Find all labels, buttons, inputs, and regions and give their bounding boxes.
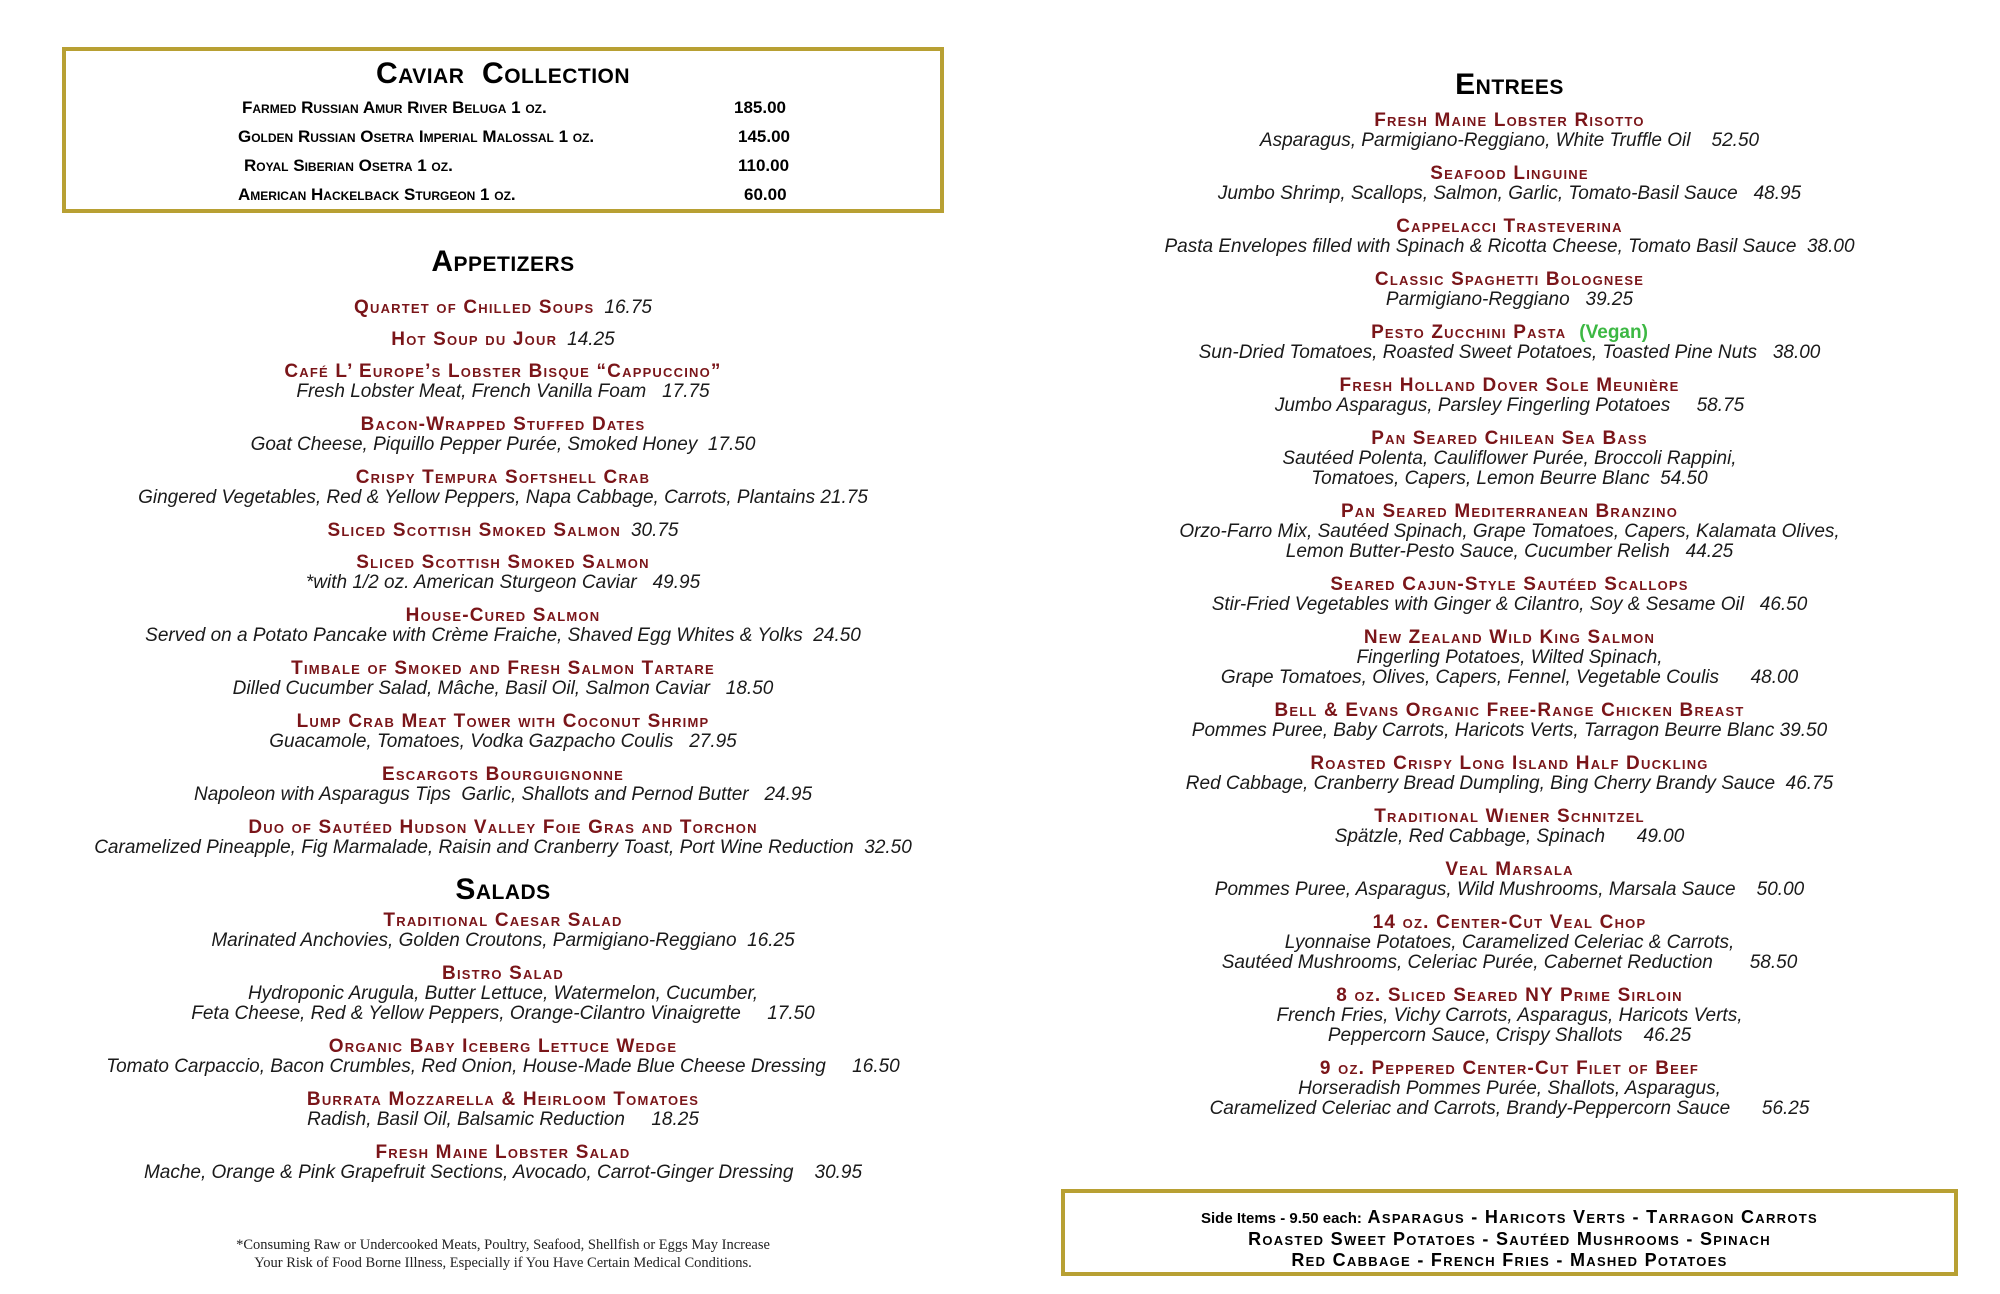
item-description: Red Cabbage, Cranberry Bread Dumpling, Bing Cherry Brandy Sauce 46.75 — [1185, 773, 1834, 794]
appetizers-list — [62, 298, 944, 858]
side-items-line — [1065, 1207, 1954, 1229]
item-description: Gingered Vegetables, Red & Yellow Peppers, Napa Cabbage, Carrots, Plantains 21.75 — [138, 487, 868, 508]
vegan-tag: (Vegan) — [1579, 322, 1648, 343]
item-name: Bacon-Wrapped Stuffed Dates — [360, 414, 646, 435]
item-description: Tomatoes, Capers, Lemon Beurre Blanc 54.50 — [1311, 468, 1708, 489]
item-name: 8 oz. Sliced Seared NY Prime Sirloin — [1336, 985, 1683, 1006]
menu-item — [62, 415, 944, 455]
menu-item — [62, 659, 944, 699]
item-name: Pesto Zucchini Pasta — [1371, 322, 1567, 343]
menu-item — [1061, 111, 1958, 151]
menu-item — [62, 765, 944, 805]
menu-item — [62, 712, 944, 752]
caviar-item-name: Royal Siberian Osetra 1 oz. — [244, 156, 453, 175]
menu-item — [1061, 913, 1958, 973]
side-items-list: Asparagus - Haricots Verts - Tarragon Carrots — [1367, 1207, 1818, 1227]
side-items-line: Roasted Sweet Potatoes - Sautéed Mushrooms - Spinach — [1248, 1229, 1771, 1249]
item-name: Traditional Caesar Salad — [383, 910, 623, 931]
caviar-collection-box — [62, 47, 944, 213]
item-description: Grape Tomatoes, Olives, Capers, Fennel, Vegetable Coulis 48.00 — [1220, 667, 1799, 688]
item-description: Spätzle, Red Cabbage, Spinach 49.00 — [1334, 826, 1685, 847]
item-name: Classic Spaghetti Bolognese — [1374, 269, 1645, 290]
item-name: Traditional Wiener Schnitzel — [1374, 806, 1645, 827]
menu-item — [62, 1037, 944, 1077]
item-description: Orzo-Farro Mix, Sautéed Spinach, Grape Tomatoes, Capers, Kalamata Olives, — [1179, 521, 1840, 542]
item-description: Lemon Butter-Pesto Sauce, Cucumber Relish 44.25 — [1285, 541, 1734, 562]
menu-item — [62, 468, 944, 508]
menu-item — [1061, 429, 1958, 489]
menu-item — [62, 964, 944, 1024]
item-name: Lump Crab Meat Tower with Coconut Shrimp — [296, 711, 710, 732]
caviar-item-price: 185.00 — [734, 98, 786, 117]
item-description: French Fries, Vichy Carrots, Asparagus, Haricots Verts, — [1276, 1005, 1743, 1026]
menu-item — [62, 818, 944, 858]
item-description: Caramelized Pineapple, Fig Marmalade, Raisin and Cranberry Toast, Port Wine Reduction 32.50 — [94, 837, 912, 858]
menu-item — [1061, 323, 1958, 363]
caviar-item-price: 110.00 — [738, 156, 790, 175]
item-name: Sliced Scottish Smoked Salmon — [356, 552, 650, 573]
side-items-box — [1061, 1189, 1958, 1276]
item-description: Guacamole, Tomatoes, Vodka Gazpacho Coulis 27.95 — [269, 731, 737, 752]
item-price: 14.25 — [567, 329, 615, 350]
item-name: Pan Seared Mediterranean Branzino — [1340, 501, 1679, 522]
item-description: Fingerling Potatoes, Wilted Spinach, — [1356, 647, 1663, 668]
item-description: Tomato Carpaccio, Bacon Crumbles, Red Onion, House-Made Blue Cheese Dressing 16.50 — [106, 1056, 900, 1077]
menu-item — [1061, 164, 1958, 204]
caviar-title: Caviar Collection — [375, 57, 631, 90]
item-name: New Zealand Wild King Salmon — [1363, 627, 1656, 648]
menu-item — [62, 911, 944, 951]
disclaimer-line: *Consuming Raw or Undercooked Meats, Poultry, Seafood, Shellfish or Eggs May Increase — [236, 1237, 770, 1253]
item-description: Hydroponic Arugula, Butter Lettuce, Watermelon, Cucumber, — [247, 983, 759, 1004]
item-name: 14 oz. Center-Cut Veal Chop — [1372, 912, 1647, 933]
item-description: Jumbo Shrimp, Scallops, Salmon, Garlic, Tomato-Basil Sauce 48.95 — [1217, 183, 1802, 204]
item-name: Organic Baby Iceberg Lettuce Wedge — [328, 1036, 678, 1057]
menu-item — [1061, 376, 1958, 416]
menu-item — [62, 553, 944, 593]
item-name: Seared Cajun-Style Sautéed Scallops — [1330, 574, 1689, 595]
menu-item — [1061, 754, 1958, 794]
item-description: Caramelized Celeriac and Carrots, Brandy-Peppercorn Sauce 56.25 — [1209, 1098, 1810, 1119]
item-description: Peppercorn Sauce, Crispy Shallots 46.25 — [1327, 1025, 1692, 1046]
item-name: Veal Marsala — [1445, 859, 1574, 880]
item-name: Hot Soup du Jour — [391, 329, 558, 350]
item-name: Sliced Scottish Smoked Salmon — [327, 520, 621, 541]
item-description: Sautéed Polenta, Cauliflower Purée, Broccoli Rappini, — [1282, 448, 1737, 469]
entrees-list — [1061, 111, 1958, 1119]
salads-title: Salads — [455, 873, 551, 906]
menu-item — [1061, 986, 1958, 1046]
item-price: 30.75 — [630, 520, 679, 541]
menu-item — [62, 330, 944, 350]
item-description: *with 1/2 oz. American Sturgeon Caviar 49.95 — [305, 572, 701, 593]
item-description: Stir-Fried Vegetables with Ginger & Cilantro, Soy & Sesame Oil 46.50 — [1211, 594, 1808, 615]
menu-item — [1061, 701, 1958, 741]
caviar-item-name: Farmed Russian Amur River Beluga 1 oz. — [242, 98, 547, 117]
menu-item — [1061, 217, 1958, 257]
item-name: Burrata Mozzarella & Heirloom Tomatoes — [306, 1089, 700, 1110]
item-description: Asparagus, Parmigiano-Reggiano, White Truffle Oil 52.50 — [1259, 130, 1760, 151]
caviar-item-price: 60.00 — [744, 185, 787, 204]
item-name: Bistro Salad — [442, 963, 564, 984]
caviar-item-name: Golden Russian Osetra Imperial Malossal 1 oz. — [238, 127, 595, 146]
menu-item — [62, 298, 944, 318]
item-description: Mache, Orange & Pink Grapefruit Sections, Avocado, Carrot-Ginger Dressing 30.95 — [143, 1162, 863, 1183]
item-description: Feta Cheese, Red & Yellow Peppers, Orange-Cilantro Vinaigrette 17.50 — [191, 1003, 815, 1024]
salads-list — [62, 911, 944, 1183]
item-description: Horseradish Pommes Purée, Shallots, Asparagus, — [1298, 1078, 1721, 1099]
item-description: Pommes Puree, Baby Carrots, Haricots Verts, Tarragon Beurre Blanc 39.50 — [1191, 720, 1828, 741]
item-name: Cappelacci Trasteverina — [1396, 216, 1623, 237]
item-price: 16.75 — [604, 297, 652, 318]
item-name: Escargots Bourguignonne — [381, 764, 624, 785]
item-name: House-Cured Salmon — [405, 605, 601, 626]
menu-item — [62, 606, 944, 646]
menu-item — [1061, 628, 1958, 688]
item-description: Goat Cheese, Piquillo Pepper Purée, Smoked Honey 17.50 — [250, 434, 756, 455]
item-description: Dilled Cucumber Salad, Mâche, Basil Oil, Salmon Caviar 18.50 — [232, 678, 774, 699]
item-description: Napoleon with Asparagus Tips Garlic, Shallots and Pernod Butter 24.95 — [193, 784, 813, 805]
item-name: Crispy Tempura Softshell Crab — [355, 467, 651, 488]
item-name: Café L’ Europe’s Lobster Bisque “Cappuccino” — [284, 361, 722, 382]
item-name: Seafood Linguine — [1430, 163, 1589, 184]
item-description: Parmigiano-Reggiano 39.25 — [1385, 289, 1634, 310]
appetizers-title: Appetizers — [431, 245, 575, 278]
entrees-title: Entrees — [1455, 68, 1564, 101]
item-name: Quartet of Chilled Soups — [354, 297, 595, 318]
menu-item — [1061, 860, 1958, 900]
menu-item — [62, 362, 944, 402]
side-items-line: Red Cabbage - French Fries - Mashed Potatoes — [1291, 1250, 1728, 1270]
side-items-label: Side Items - 9.50 each: — [1201, 1210, 1362, 1227]
item-name: Fresh Maine Lobster Risotto — [1374, 110, 1645, 131]
food-safety-disclaimer — [62, 1236, 944, 1272]
item-description: Jumbo Asparagus, Parsley Fingerling Potatoes 58.75 — [1274, 395, 1745, 416]
menu-item — [62, 521, 944, 541]
caviar-item-price: 145.00 — [738, 127, 790, 146]
item-description: Sun-Dried Tomatoes, Roasted Sweet Potatoes, Toasted Pine Nuts 38.00 — [1198, 342, 1821, 363]
item-description: Marinated Anchovies, Golden Croutons, Parmigiano-Reggiano 16.25 — [211, 930, 795, 951]
item-name: Fresh Maine Lobster Salad — [375, 1142, 631, 1163]
menu-item — [1061, 575, 1958, 615]
item-description: Sautéed Mushrooms, Celeriac Purée, Cabernet Reduction 58.50 — [1221, 952, 1798, 973]
menu-item — [62, 1143, 944, 1183]
item-description: Pasta Envelopes filled with Spinach & Ricotta Cheese, Tomato Basil Sauce 38.00 — [1164, 236, 1855, 257]
menu-item — [1061, 807, 1958, 847]
item-name: Bell & Evans Organic Free-Range Chicken Breast — [1274, 700, 1745, 721]
item-description: Served on a Potato Pancake with Crème Fraiche, Shaved Egg Whites & Yolks 24.50 — [145, 625, 861, 646]
item-description: Radish, Basil Oil, Balsamic Reduction 18.25 — [307, 1109, 699, 1130]
item-description: Pommes Puree, Asparagus, Wild Mushrooms, Marsala Sauce 50.00 — [1214, 879, 1805, 900]
item-name: Duo of Sautéed Hudson Valley Foie Gras and Torchon — [248, 817, 758, 838]
item-name: 9 oz. Peppered Center-Cut Filet of Beef — [1319, 1058, 1700, 1079]
menu-item — [1061, 502, 1958, 562]
disclaimer-line: Your Risk of Food Borne Illness, Especially if You Have Certain Medical Conditions. — [254, 1255, 752, 1271]
item-name: Timbale of Smoked and Fresh Salmon Tartare — [291, 658, 715, 679]
menu-item — [1061, 270, 1958, 310]
item-name: Pan Seared Chilean Sea Bass — [1371, 428, 1648, 449]
item-description: Lyonnaise Potatoes, Caramelized Celeriac & Carrots, — [1284, 932, 1735, 953]
menu-item — [62, 1090, 944, 1130]
menu-item — [1061, 1059, 1958, 1119]
item-description: Fresh Lobster Meat, French Vanilla Foam 17.75 — [296, 381, 710, 402]
caviar-item-name: American Hackelback Sturgeon 1 oz. — [238, 185, 516, 204]
item-name: Fresh Holland Dover Sole Meunière — [1339, 375, 1680, 396]
item-name: Roasted Crispy Long Island Half Duckling — [1310, 753, 1709, 774]
